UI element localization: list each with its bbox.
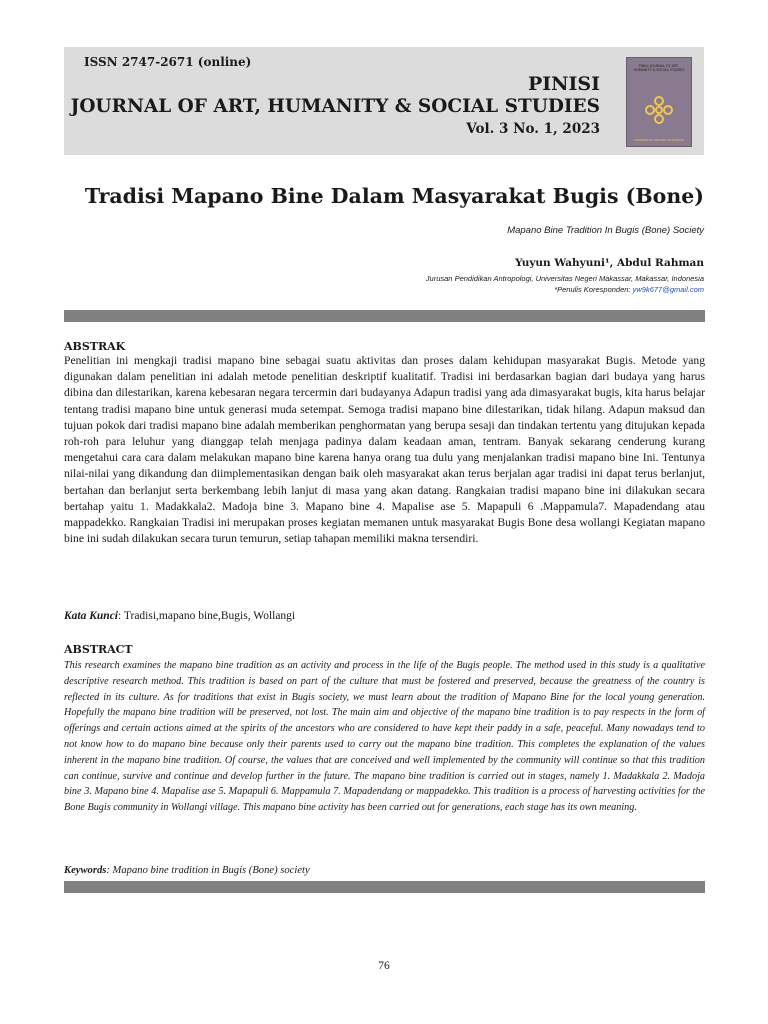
article-title: Tradisi Mapano Bine Dalam Masyarakat Bugis (Bone)	[84, 184, 704, 208]
journal-cover-thumbnail	[626, 57, 692, 147]
section-divider-bottom	[64, 881, 705, 893]
article-authors: Yuyun Wahyuni¹, Abdul Rahman	[515, 257, 704, 269]
keywords	[64, 865, 705, 876]
cover-bottom-text: UNIVERSITAS NEGERI MAKASSAR	[634, 138, 684, 142]
keywords-label: Keywords	[64, 865, 107, 876]
abstract-heading: ABSTRACT	[64, 643, 133, 656]
author-affiliation-block	[60, 273, 704, 295]
journal-short-name: PINISI	[527, 73, 600, 95]
abstrak-heading: ABSTRAK	[64, 340, 126, 353]
keywords-values: : Mapano bine tradition in Bugis (Bone) society	[106, 865, 310, 876]
journal-full-name: JOURNAL OF ART, HUMANITY & SOCIAL STUDIES	[70, 96, 600, 117]
kata-kunci	[64, 610, 705, 622]
corresponding-email-link[interactable]: yw9k677@gmail.com	[632, 285, 704, 294]
corresponding-label: *Penulis Koresponden:	[554, 285, 631, 294]
section-divider-top	[64, 310, 705, 322]
journal-name-block	[71, 73, 600, 138]
affiliation: Jurusan Pendidikan Antropologi, Universitas Negeri Makassar, Makassar, Indonesia	[425, 274, 704, 283]
issn-label: ISSN 2747-2671 (online)	[84, 55, 252, 69]
abstrak-body: Penelitian ini mengkaji tradisi mapano bine sebagai suatu aktivitas dan proses dalam kehidupan masyarakat Bugis. Metode yang digunakan dalam penelitian ini adalah metode penelitian deskriptif kualitatif. Tradisi ini berdasarkan bagian dari budaya yang harus dibina dan dilestarikan, karena kebesaran negara tercermin dari budayanya Adapun tradisi yang ada dimasyarakat bugis, kita harus belajar tentang tradisi mapano bine untuk generasi muda setempat. Semoga tradisi mapano bine dilestarikan, tidak hilang. Adapun maksud dan tujuan pokok dari tradisi mapano bine adalah memberikan penghormatan yang berupa sesaji dan tindakan tertentu yang ditujukan kepada roh-roh para leluhur yang dianggap telah menjaga padinya dalam keadaan aman, tentram. Banyak sekarang cenderung kurang mengetahui cara cara dalam melakukan mapano bine karena hanya orang tua dulu yang menjalankan tradisi mapano bine Ini. Tentunya nilai-nilai yang dikandung dan diimplementasikan dengan baik oleh masyarakat akan terus berjalan agar tradisi ini dapat terus berlanjut, bertahan dan berlanjut serta berkembang lebih lanjut di masa yang akan datang. Rangkaian tradisi mapano bine ini dilakukan secara bertahap yaitu 1. Madakkala2. Madoja bine 3. Mapano bine 4. Mapalise ase 5. Mapapuli 6 .Mappamula7. Mapadendang atau mappadekko. Rangkaian Tradisi ini merupakan proses kegiatan memanen untuk masyarakat Bugis Bone desa wollangi Kegiatan mapano bine ini sudah dilakukan secara turun temurun, setiap tahapan memiliki makna tersendiri.	[64, 354, 705, 546]
cover-logo-icon	[641, 94, 677, 126]
article-subtitle: Mapano Bine Tradition In Bugis (Bone) Society	[507, 225, 704, 236]
kata-kunci-values: : Tradisi,mapano bine,Bugis, Wollangi	[118, 610, 296, 622]
cover-title: PINISI JOURNAL OF ART, HUMANITY & SOCIAL STUDIES	[633, 64, 685, 73]
page-number: 76	[378, 960, 390, 972]
corresponding-author	[60, 284, 704, 295]
kata-kunci-label: Kata Kunci	[64, 610, 119, 622]
abstract-body: This research examines the mapano bine tradition as an activity and process in the life of the Bugis people. The method used in this study is a qualitative descriptive research method. This tradition is based on part of the culture that must be fostered and preserved, because the greatness of the country is reflected in its culture. As for traditions that exist in Bugis society, we must learn about the tradition of Mapano Bine for the local young generation. Hopefully the mapano bine tradition will be preserved, not lost. The main aim and objective of the mapano bine tradition is to pay respects in the form of offerings and certain actions aimed at the spirits of the ancestors who are considered to have kept their paddy in a safe, peaceful. Many nowadays tend to not know how to do mapano bine because only their parents used to carry out the mapano bine tradition. This completes the explanation of the values inherent in the mapano bine tradition. Of course, the values that are conceived and well implemented by the community will continue so that this tradition can continue, survive and continue and develop further in the future. The mapano bine tradition is carried out in stages, namely 1. Madakkala 2. Madoja bine 3. Mapano bine 4. Mapalise ase 5. Mapapuli 6. Mappamula 7. Mapadendang or mappadekko. This tradition is a process of harvesting activities for the Bone Bugis community in Wollangi village. This mapano bine activity has been carried out for generations, each stage has its own meaning.	[64, 660, 705, 814]
journal-volume: Vol. 3 No. 1, 2023	[466, 121, 600, 137]
journal-header	[64, 47, 704, 155]
